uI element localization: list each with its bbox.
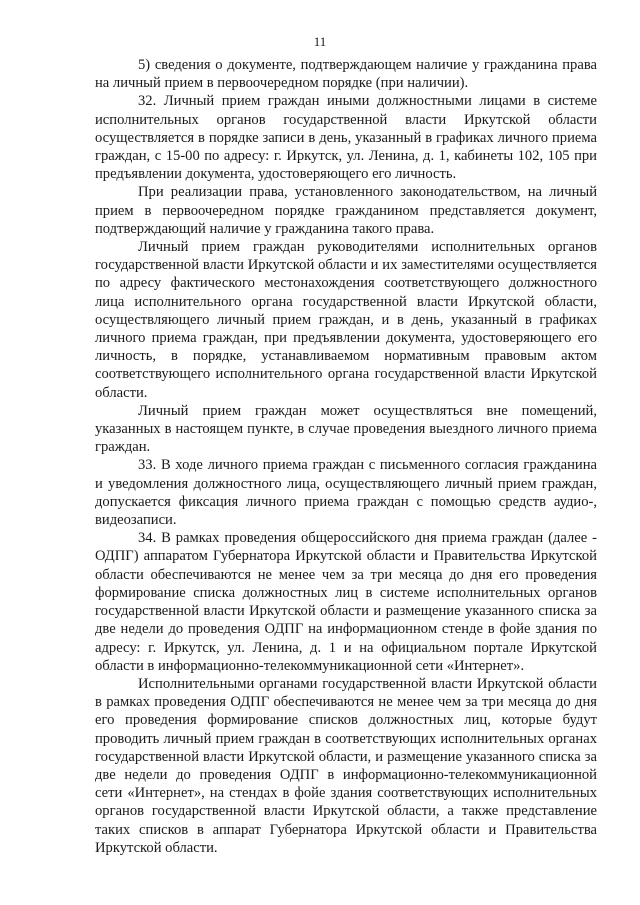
paragraph-clause-32: 32. Личный прием граждан иными должностными лицами в системе исполнительных органов государственной власти Иркутской области осуществляется в порядке записи в день, указанный в графиках личного приема граждан, с 15-00 по адресу: г. Иркутск, ул. Ленина, д. 1, кабинеты 102, 105 при предъявлении документа, удостоверяющего его личность. — [95, 93, 597, 183]
paragraph-heads-reception: Личный прием граждан руководителями исполнительных органов государственной власти Иркутской области и их заместителями осуществляется по адресу фактического местонахождения соответствующего должностного лица исполнительного органа государственной власти Иркутской области, осуществляющего личный прием граждан, и в день, указанный в графиках личного приема граждан, при предъявлении документа, удостоверяющего его личность, в порядке, устанавливаемом нормативным правовым актом соответствующего исполнительного органа государственной власти Иркутской области. — [95, 239, 597, 401]
paragraph-clause-34: 34. В рамках проведения общероссийского дня приема граждан (далее - ОДПГ) аппаратом Губернатора Иркутской области и Правительства Иркутской области обеспечиваются не менее чем за три месяца до дня его проведения формирование списка должностных лиц в системе исполнительных органов государственной власти Иркутской области и размещение указанного списка за две недели до проведения ОДПГ на информационном стенде в фойе здания по адресу: г. Иркутск, ул. Ленина, д. 1 и на официальном портале Иркутской области в информационно-телекоммуникационной сети «Интернет». — [95, 530, 597, 674]
page-number: 11 — [313, 34, 327, 49]
paragraph-offsite-reception: Личный прием граждан может осуществляться вне помещений, указанных в настоящем пункте, в случае проведения выездного личного приема граждан. — [95, 402, 597, 456]
document-body — [95, 56, 597, 857]
paragraph-clause-33: 33. В ходе личного приема граждан с письменного согласия гражданина и уведомления должностного лица, осуществляющего личный прием граждан, допускается фиксация личного приема граждан с помощью средств аудио-, видеозаписи. — [95, 457, 597, 529]
paragraph-item-5: 5) сведения о документе, подтверждающем наличие у гражданина права на личный прием в первоочередном порядке (при наличии). — [95, 57, 597, 92]
paragraph-priority-right: При реализации права, установленного законодательством, на личный прием в первоочередном порядке гражданином представляется документ, подтверждающий наличие у гражданина такого права. — [95, 184, 597, 237]
paragraph-odpg-lists: Исполнительными органами государственной власти Иркутской области в рамках проведения ОДПГ обеспечиваются не менее чем за три месяца до дня его проведения формирование списков должностных лиц, которые будут проводить личный прием граждан в соответствующих исполнительных органах государственной власти Иркутской области, и размещение указанного списка за две недели до проведения ОДПГ в информационно-телекоммуникационной сети «Интернет», на стендах в фойе здания соответствующих исполнительных органов государственной власти Иркутской области, а также представление таких списков в аппарат Губернатора Иркутской области и Правительства Иркутской области. — [95, 675, 597, 856]
